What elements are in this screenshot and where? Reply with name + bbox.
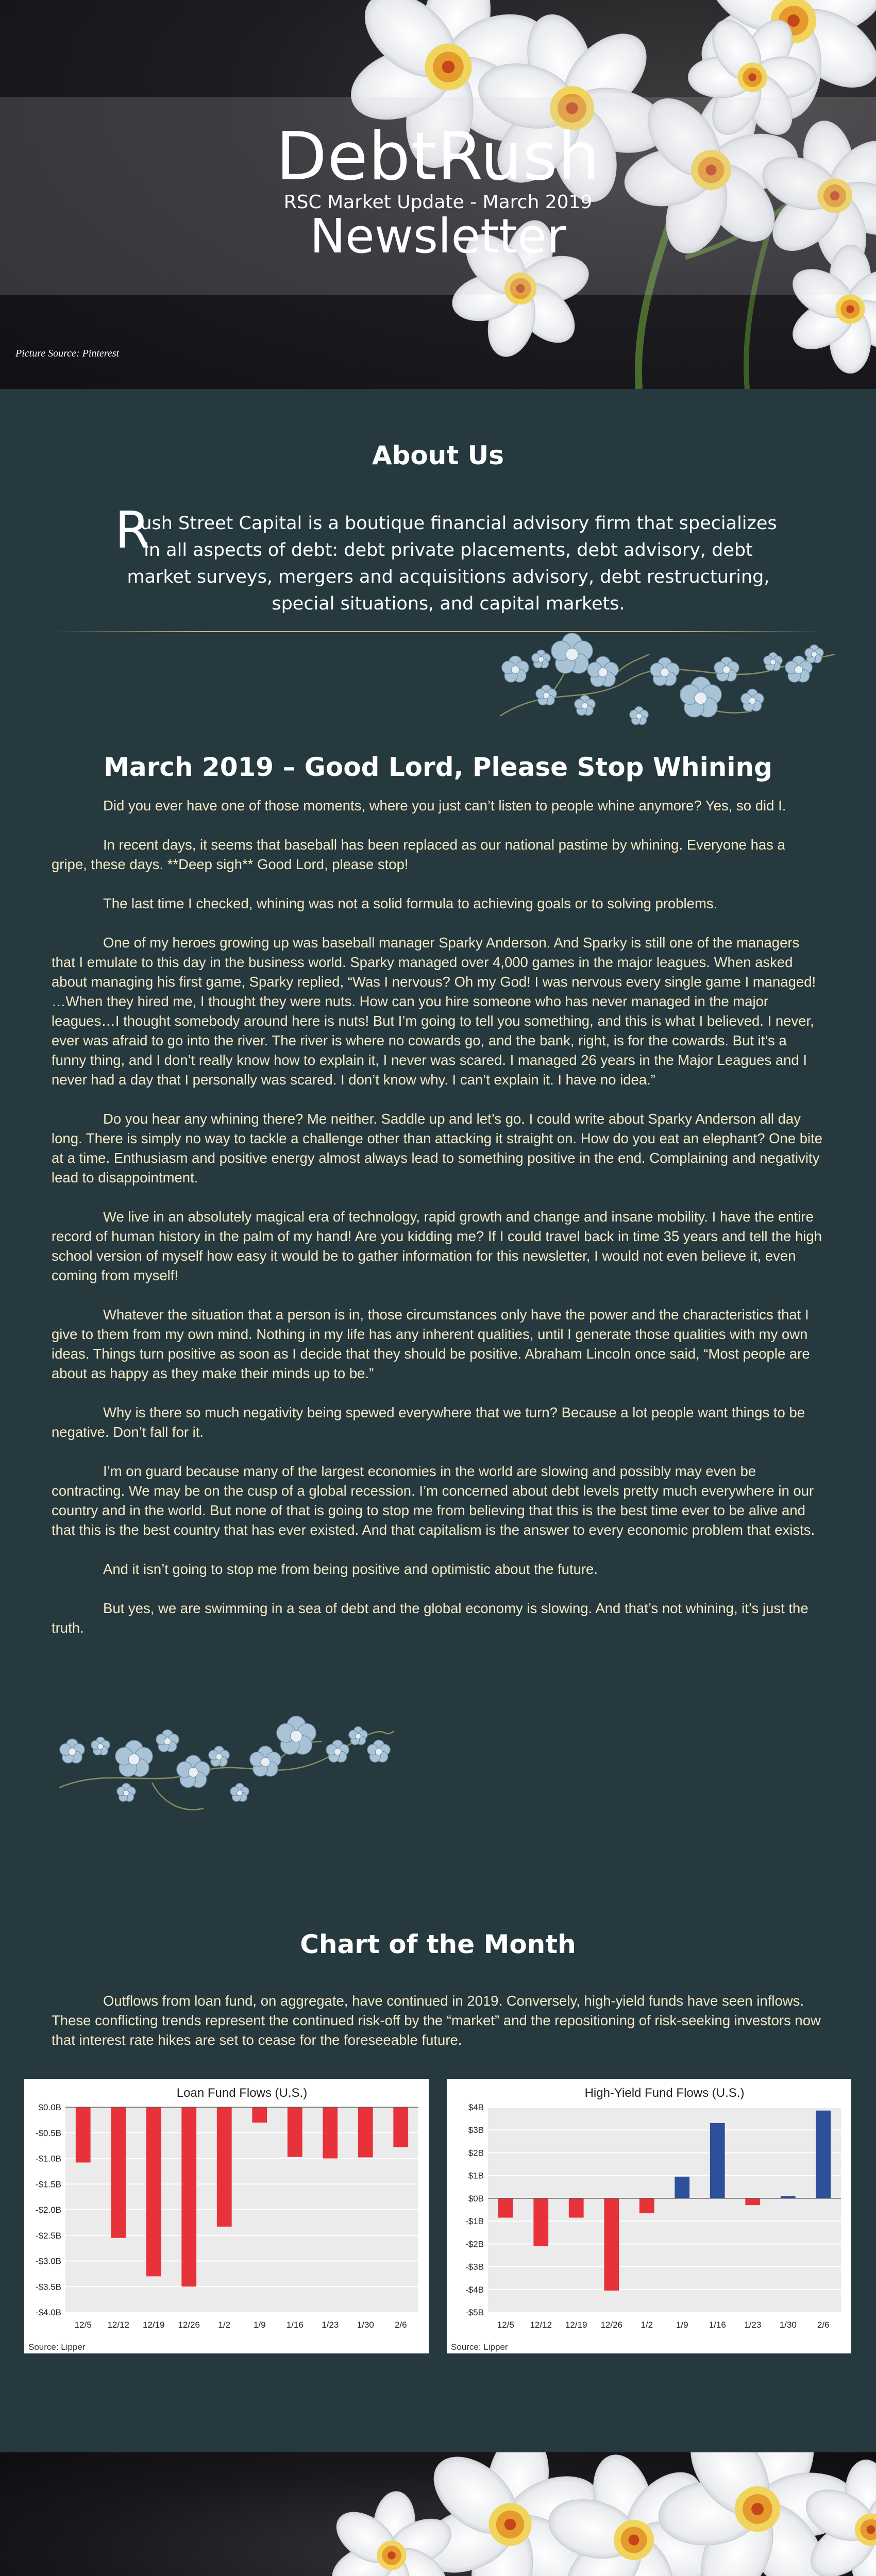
ornament-flower — [650, 657, 679, 686]
article-paragraph: We live in an absolutely magical era of technology, rapid growth and change and insane mobility. I have the entire record of human history in the palm of my hand! Are you kidding me? If I could travel back in time 35 years and tell the high school version of myself how easy it would be to gather information for this newsletter, I would not even believe it, even coming from myself! — [52, 1209, 822, 1283]
x-tick-label: 12/5 — [74, 2320, 92, 2330]
ornament-flower — [764, 652, 782, 670]
ornament-flower — [680, 677, 721, 717]
chart-bar — [393, 2107, 408, 2147]
ornament-flower — [741, 689, 764, 711]
y-tick-label: -$3.5B — [35, 2282, 61, 2292]
x-tick-label: 1/2 — [218, 2320, 231, 2330]
chart-bar — [639, 2198, 654, 2213]
y-tick-label: -$5B — [465, 2308, 484, 2317]
chart-bar — [816, 2111, 831, 2198]
ornament-flower — [575, 695, 595, 715]
ornament-flower — [630, 706, 648, 724]
chart-source-label: Source: Lipper — [451, 2342, 508, 2352]
chart-bar — [146, 2107, 161, 2276]
chart-bar — [604, 2198, 619, 2291]
article-paragraph: I’m on guard because many of the largest economies in the world are slowing and possibly may even be contracting. We may be on the cusp of a global recession. I’m concerned about debt levels pretty much everywhere in our country and in the world. But none of that is going to stop me from believing that this is the best time ever to be alive and that this is the best country that has ever existed. And that capitalism is the answer to every economic problem that exists. — [52, 1463, 815, 1538]
article-paragraph: The last time I checked, whining was not a solid formula to achieving goals or to solving problems. — [103, 895, 718, 911]
about-us-heading: About Us — [372, 440, 504, 470]
drop-cap: R — [115, 501, 150, 560]
y-tick-label: -$4B — [465, 2284, 484, 2295]
ornament-flower — [60, 1739, 85, 1763]
floral-ornament-top — [484, 623, 845, 737]
y-tick-label: -$0.5B — [35, 2128, 61, 2138]
ornament-flower — [532, 650, 550, 668]
loan-fund-flows-svg — [24, 2079, 429, 2353]
chart-bar — [358, 2107, 373, 2158]
y-tick-label: -$1.0B — [35, 2154, 61, 2164]
y-tick-label: -$4.0B — [35, 2308, 61, 2317]
newsletter-brand-title: DebtRush — [276, 118, 600, 195]
about-us-body: ush Street Capital is a boutique financial advisory firm that specializes in all aspects of debt: debt private placements, debt advisory, debt market surveys, mergers and acquisitions advisory, debt restructuring, special situations, and capital markets. — [127, 513, 777, 614]
chart-title: Loan Fund Flows (U.S.) — [176, 2086, 308, 2100]
ornament-flower — [536, 685, 557, 705]
ornament-flower — [91, 1737, 110, 1755]
y-tick-label: $0B — [468, 2193, 484, 2204]
article-paragraph: In recent days, it seems that baseball has been replaced as our national pastime by whining. Everyone has a gripe, these days. **Deep sigh** Good Lord, please stop! — [52, 837, 785, 872]
ornament-flower — [587, 656, 618, 687]
high-yield-fund-flows-svg — [447, 2079, 851, 2353]
x-tick-label: 1/16 — [709, 2320, 726, 2330]
chart-bar — [569, 2198, 584, 2218]
high-yield-fund-flows-chart — [447, 2079, 851, 2353]
ornament-flower — [277, 1716, 316, 1754]
y-tick-label: $1B — [468, 2171, 484, 2181]
ornament-flower — [326, 1740, 349, 1762]
article-paragraph: But yes, we are swimming in a sea of debt and the global economy is slowing. And that’s not whining, it’s just the truth. — [52, 1600, 808, 1636]
ornament-flower — [551, 633, 593, 673]
chart-bar — [710, 2123, 725, 2198]
x-tick-label: 12/12 — [530, 2320, 552, 2330]
ornament-flower — [115, 1740, 153, 1776]
picture-source-credit: Picture Source: Pinterest — [15, 348, 120, 359]
y-tick-label: $4B — [468, 2103, 484, 2112]
newsletter-subtitle: RSC Market Update - March 2019 — [283, 192, 593, 213]
chart-bar — [745, 2198, 760, 2205]
ornament-flower — [349, 1726, 367, 1744]
x-tick-label: 1/23 — [322, 2320, 339, 2330]
x-tick-label: 1/23 — [744, 2320, 762, 2330]
x-tick-label: 12/26 — [178, 2320, 200, 2330]
chart-bar — [533, 2198, 548, 2246]
x-tick-label: 12/19 — [565, 2320, 587, 2330]
hero-banner — [0, 0, 876, 389]
newsletter-label: Newsletter — [310, 209, 566, 264]
article-paragraph: Why is there so much negativity being spewed everywhere that we turn? Because a lot people want things to be negative. Don’t fall for it. — [52, 1404, 805, 1440]
loan-fund-flows-chart — [24, 2079, 429, 2353]
article-paragraph: One of my heroes growing up was baseball manager Sparky Anderson. And Sparky is still one of the managers that I emulate to this day in the business world. Sparky managed over 4,000 games in the major leagues. When asked about managing his first game, Sparky replied, “Was I nervous? Oh my God! I was nervous every single game I managed! …When they hired me, I thought they were nuts. How can you hire someone who has never managed in the major leagues…I thought somebody around here is nuts! But I’m going to tell you something, and this is what I believed. I never, ever was afraid to go into the river. The river is where no cowards go, and the bank, right, is for the cowards. But it’s a funny thing, and I don’t really know how to explain it, I never was scared. I managed 26 years in the Major Leagues and I never had a day that I personally was scared. I don’t know why. I can’t explain it. I have no idea.” — [52, 935, 816, 1088]
x-tick-label: 2/6 — [394, 2320, 407, 2330]
article-paragraph: Do you hear any whining there? Me neither. Saddle up and let’s go. I could write about Sparky Anderson all day long. There is simply no way to tackle a challenge other than attacking it straight on. How do you eat an elephant? One bite at a time. Enthusiasm and positive energy almost always lead to something positive in the end. Complaining and negativity lead to disappointment. — [52, 1111, 823, 1185]
chart-bar — [498, 2198, 513, 2218]
chart-bar — [76, 2107, 91, 2162]
article-title: March 2019 – Good Lord, Please Stop Whining — [104, 752, 772, 782]
x-tick-label: 12/26 — [600, 2320, 623, 2330]
y-tick-label: -$1.5B — [35, 2179, 61, 2190]
ornament-flower — [714, 657, 739, 681]
y-tick-label: -$2B — [465, 2239, 484, 2249]
article-paragraph: Did you ever have one of those moments, where you just can’t listen to people whine anymore? Yes, so did I. — [103, 798, 786, 814]
ornament-flower — [117, 1783, 136, 1801]
y-tick-label: -$3.0B — [35, 2256, 61, 2266]
chart-of-the-month-heading: Chart of the Month — [300, 1929, 576, 1959]
ornament-flower — [805, 645, 823, 663]
article-paragraph: Whatever the situation that a person is in, those circumstances only have the power and the characteristics that I give to them from my own mind. Nothing in my life has any inherent qualities, until I generate those qualities with my own ideas. Things turn positive as soon as I decide that they should be positive. Abraham Lincoln once said, “Most people are about as happy as they make their minds up to be.” — [52, 1307, 810, 1381]
ornament-flower — [250, 1746, 281, 1776]
chart-intro-text: Outflows from loan fund, on aggregate, have continued in 2019. Conversely, high-yield funds have seen inflows. These conflicting trends represent the continued risk-off by the “market” and the repositioning of risk-seeking investors now that interest rate hikes are set to cease for the foreseeable future. — [52, 1993, 821, 2048]
x-tick-label: 12/12 — [107, 2320, 130, 2330]
x-tick-label: 1/2 — [641, 2320, 653, 2330]
chart-bar — [288, 2107, 302, 2157]
ornament-flower — [156, 1730, 179, 1752]
x-tick-label: 1/30 — [779, 2320, 797, 2330]
x-tick-label: 1/9 — [676, 2320, 688, 2330]
y-tick-label: -$2.5B — [35, 2230, 61, 2241]
chart-title: High-Yield Fund Flows (U.S.) — [584, 2086, 745, 2100]
x-tick-label: 1/30 — [357, 2320, 374, 2330]
about-us-text — [115, 501, 781, 617]
ornament-flower — [367, 1740, 390, 1762]
x-tick-label: 12/5 — [497, 2320, 514, 2330]
ornament-flower — [230, 1783, 249, 1801]
x-tick-label: 1/16 — [286, 2320, 304, 2330]
y-tick-label: -$1B — [465, 2216, 484, 2227]
article-body — [52, 796, 824, 1657]
article-paragraph: And it isn’t going to stop me from being positive and optimistic about the future. — [103, 1561, 598, 1577]
chart-bar — [217, 2107, 232, 2227]
y-tick-label: $2B — [468, 2148, 484, 2158]
y-tick-label: $3B — [468, 2125, 484, 2136]
chart-source-label: Source: Lipper — [28, 2342, 86, 2352]
chart-bar — [181, 2107, 196, 2286]
footer-flowers-image — [0, 2452, 876, 2576]
chart-bar — [252, 2107, 267, 2123]
y-tick-label: -$3B — [465, 2262, 484, 2272]
ornament-flower — [177, 1755, 210, 1788]
floral-ornament-bottom — [49, 1710, 399, 1819]
chart-bar — [111, 2107, 126, 2238]
y-tick-label: -$2.0B — [35, 2205, 61, 2215]
ornament-flower — [502, 656, 529, 682]
ornament-flower — [209, 1746, 229, 1766]
y-tick-label: $0.0B — [38, 2103, 61, 2112]
x-tick-label: 2/6 — [817, 2320, 830, 2330]
x-tick-label: 1/9 — [253, 2320, 266, 2330]
footer-narcissus-flowers — [0, 2452, 876, 2576]
chart-bar — [323, 2107, 338, 2159]
chart-bar — [675, 2177, 689, 2198]
x-tick-label: 12/19 — [142, 2320, 165, 2330]
